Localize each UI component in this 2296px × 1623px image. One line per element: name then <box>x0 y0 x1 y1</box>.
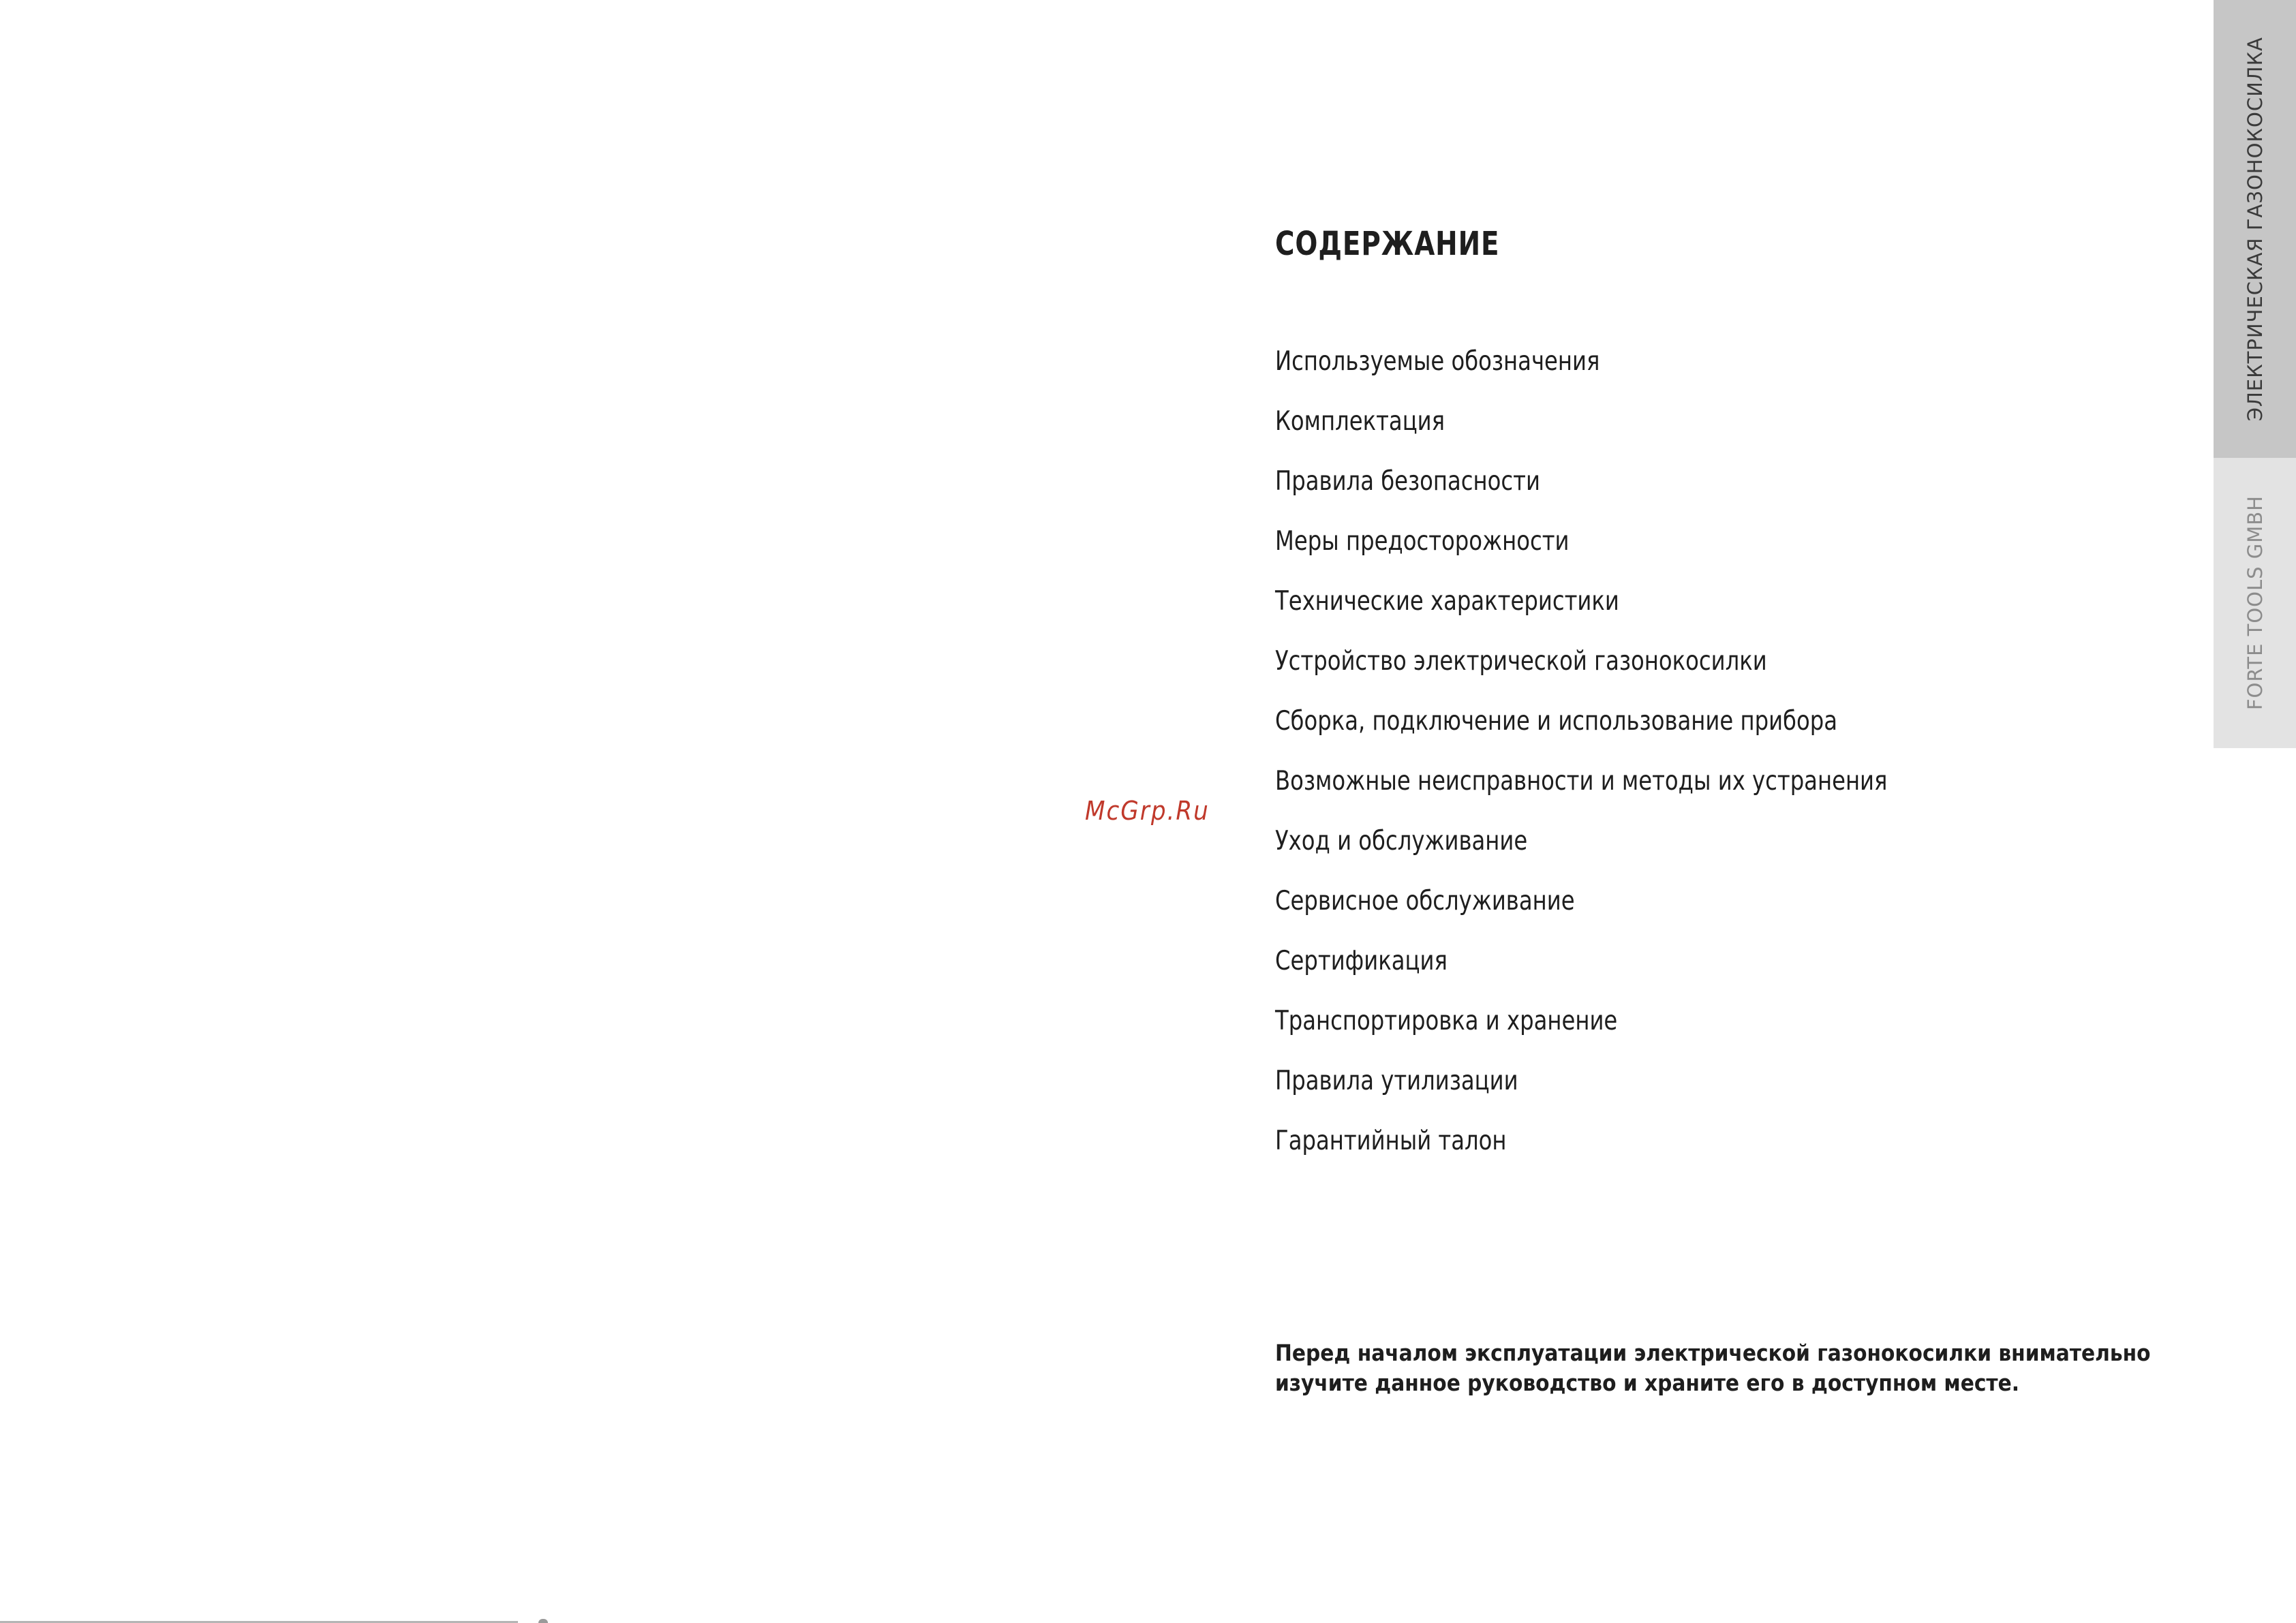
toc-item-specifications[interactable]: Технические характеристики <box>1275 586 1619 617</box>
toc-item-safety-rules[interactable]: Правила безопасности <box>1275 466 1540 497</box>
toc-item-certification[interactable]: Сертификация <box>1275 946 1448 976</box>
toc-item-device-structure[interactable]: Устройство электрической газонокосилки <box>1275 646 1767 677</box>
page-title: СОДЕРЖАНИЕ <box>1275 225 1500 263</box>
toc-item-warranty-card[interactable]: Гарантийный талон <box>1275 1126 1507 1156</box>
toc-item-disposal-rules[interactable]: Правила утилизации <box>1275 1066 1518 1096</box>
side-tab-product[interactable] <box>2214 0 2296 458</box>
side-tab-brand[interactable] <box>2214 458 2296 748</box>
toc-item-service[interactable]: Сервисное обслуживание <box>1275 886 1575 916</box>
usage-notice <box>1275 1338 2175 1398</box>
toc-item-troubleshooting[interactable]: Возможные неисправности и методы их устранения <box>1275 766 1888 797</box>
page-number-mark <box>538 1619 548 1623</box>
toc-item-precautions[interactable]: Меры предосторожности <box>1275 526 1570 557</box>
toc-item-care-and-maintenance[interactable]: Уход и обслуживание <box>1275 826 1528 856</box>
toc-item-assembly-and-use[interactable]: Сборка, подключение и использование прибора <box>1275 706 1837 737</box>
watermark: McGrp.Ru <box>1085 796 1210 826</box>
toc-item-package-contents[interactable]: Комплектация <box>1275 406 1445 437</box>
table-of-contents <box>1275 342 1941 1181</box>
toc-item-symbols[interactable]: Используемые обозначения <box>1275 346 1600 377</box>
side-tab-brand-label: FORTE TOOLS GMBH <box>2243 495 2267 711</box>
usage-notice-line-2: изучите данное руководство и храните его в доступном месте. <box>1275 1370 2020 1396</box>
side-tab-product-label: ЭЛЕКТРИЧЕСКАЯ ГАЗОНОКОСИЛКА <box>2243 36 2267 422</box>
usage-notice-line-1: Перед началом эксплуатации электрической газонокосилки внимательно <box>1275 1340 2151 1366</box>
toc-item-transport-and-storage[interactable]: Транспортировка и хранение <box>1275 1006 1618 1036</box>
